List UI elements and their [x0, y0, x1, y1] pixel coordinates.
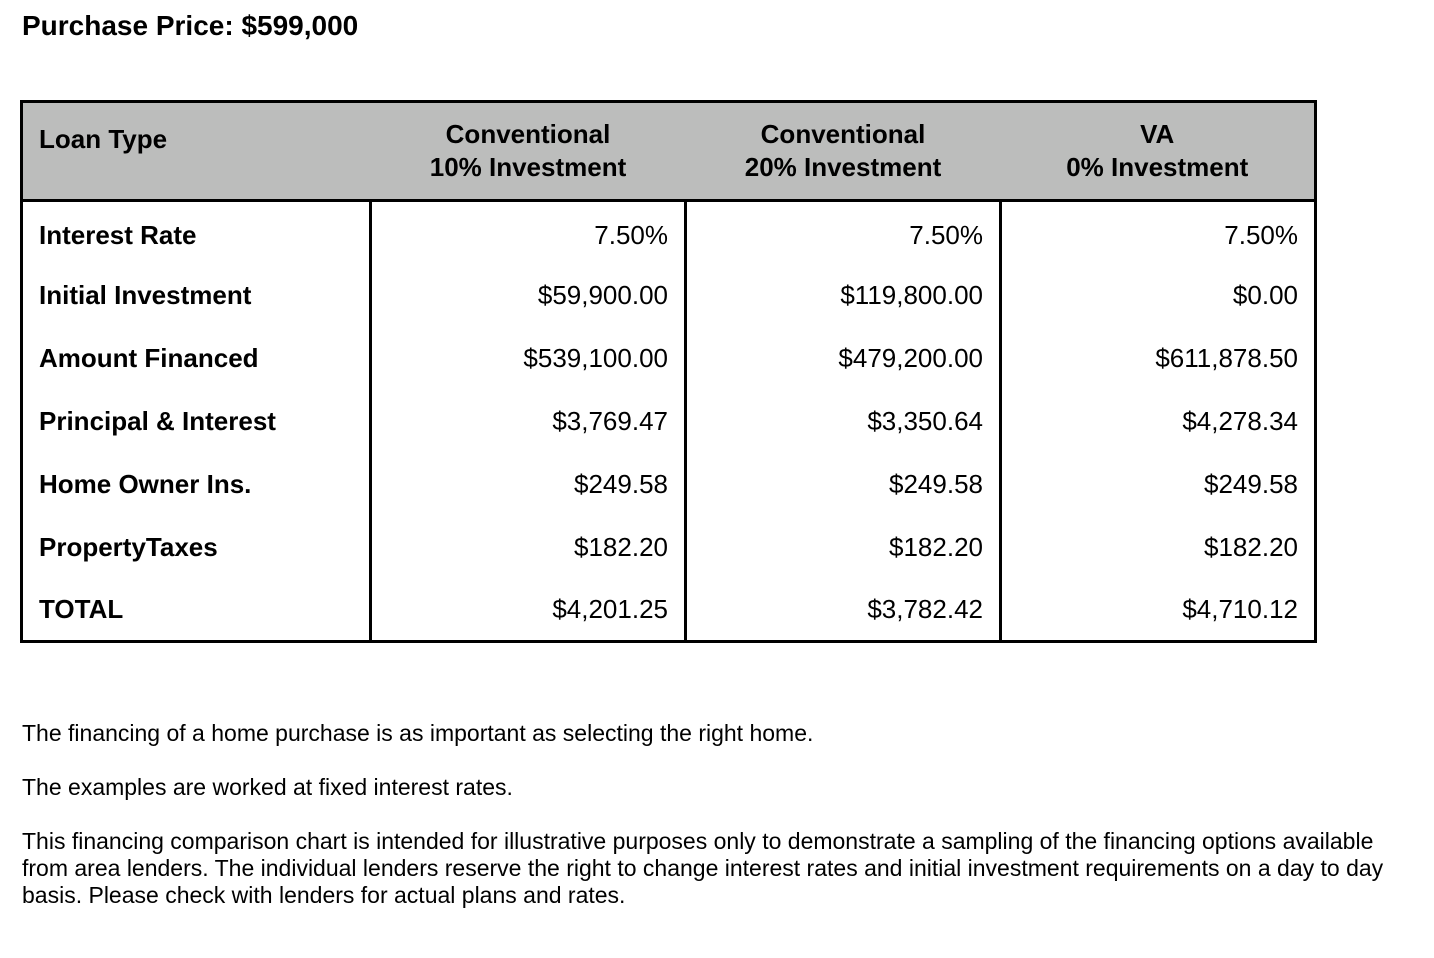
cell-value: $611,878.50: [1001, 327, 1316, 390]
cell-value: $249.58: [371, 453, 686, 516]
cell-value: $3,782.42: [686, 579, 1001, 642]
cell-value: $59,900.00: [371, 264, 686, 327]
cell-value: $0.00: [1001, 264, 1316, 327]
cell-value: $182.20: [371, 516, 686, 579]
cell-value: $4,201.25: [371, 579, 686, 642]
cell-value: $182.20: [686, 516, 1001, 579]
row-label: Interest Rate: [22, 201, 371, 264]
row-initial-investment: [22, 264, 1316, 327]
row-amount-financed: [22, 327, 1316, 390]
purchase-price-title: Purchase Price: $599,000: [22, 10, 359, 41]
row-interest-rate: [22, 201, 1316, 264]
note-paragraph: The financing of a home purchase is as important as selecting the right home.: [22, 720, 814, 746]
header-col-1-line1: Conventional: [445, 119, 611, 149]
row-label: Principal & Interest: [22, 390, 371, 453]
row-total: [22, 579, 1316, 642]
loan-comparison-table: [20, 100, 1317, 643]
cell-value: $3,350.64: [686, 390, 1001, 453]
note-paragraph: The examples are worked at fixed interest rates.: [22, 774, 513, 800]
header-col-3-line1: VA: [1140, 119, 1175, 149]
cell-value: $3,769.47: [371, 390, 686, 453]
header-col-3-line2: 0% Investment: [1066, 152, 1249, 182]
header-va-0: [1001, 102, 1316, 201]
cell-value: 7.50%: [371, 201, 686, 264]
cell-value: $182.20: [1001, 516, 1316, 579]
row-property-taxes: [22, 516, 1316, 579]
note-paragraph: This financing comparison chart is intended for illustrative purposes only to demonstrate a sampling of the financing options available from area lenders. The individual lenders reserve the right to change interest rates and initial investment requirements on a day to day basis. Please check with lenders for actual plans and rates.: [22, 828, 1384, 908]
cell-value: $249.58: [686, 453, 1001, 516]
cell-value: $4,278.34: [1001, 390, 1316, 453]
header-conventional-20: [686, 102, 1001, 201]
table-header-row: [22, 102, 1316, 201]
cell-value: $119,800.00: [686, 264, 1001, 327]
header-conventional-10: [371, 102, 686, 201]
cell-value: $479,200.00: [686, 327, 1001, 390]
header-col-1-line2: 10% Investment: [429, 152, 627, 182]
cell-value: 7.50%: [686, 201, 1001, 264]
row-label: Amount Financed: [22, 327, 371, 390]
row-principal-interest: [22, 390, 1316, 453]
cell-value: $539,100.00: [371, 327, 686, 390]
header-col-2-line1: Conventional: [760, 119, 926, 149]
row-label: Initial Investment: [22, 264, 371, 327]
disclaimer-notes: [22, 720, 1417, 936]
row-home-owner-ins: [22, 453, 1316, 516]
cell-value: $4,710.12: [1001, 579, 1316, 642]
row-label: TOTAL: [22, 579, 371, 642]
header-col-2-line2: 20% Investment: [744, 152, 942, 182]
row-label: Home Owner Ins.: [22, 453, 371, 516]
cell-value: 7.50%: [1001, 201, 1316, 264]
header-loan-type: Loan Type: [22, 102, 371, 201]
cell-value: $249.58: [1001, 453, 1316, 516]
row-label: PropertyTaxes: [22, 516, 371, 579]
